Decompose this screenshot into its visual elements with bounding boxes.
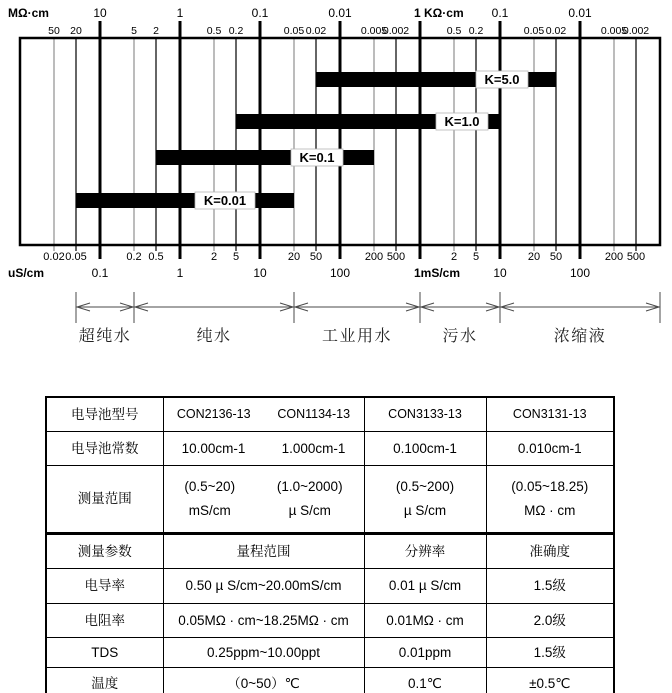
top-axis-major-label: 0.1 [251,6,269,20]
cell-temp-accuracy: ±0.5℃ [486,668,614,693]
bottom-axis-minor-label: 0.02 [43,251,65,263]
bottom-axis-minor-label: 20 [527,251,541,263]
bottom-axis-unit: uS/cm [8,266,45,280]
bottom-axis-minor-label: 2 [210,251,218,263]
spec-table [45,396,615,693]
range-unit: MΩ · cm [524,503,576,519]
region-label: 纯水 [196,328,232,345]
table-row-range [46,466,614,534]
cell-res-accuracy: 2.0级 [486,604,614,638]
row-label: 测量范围 [46,466,163,534]
range-value: (0.5~200) [395,479,455,495]
top-axis-minor-label: 20 [70,25,82,37]
range-bar-label: K=5.0 [484,72,520,87]
cell-temp-range: （0~50）℃ [163,668,364,693]
cell-header-resolution: 分辨率 [364,534,486,569]
range-value: (0.5~20) [184,479,236,495]
top-axis-major-label: 0.01 [568,6,592,20]
range-bar-label: K=0.1 [299,150,335,165]
region-label: 超纯水 [78,328,132,345]
top-axis-major-label: 10 [93,6,107,20]
cell-model-3: CON3133-13 [364,397,486,432]
top-axis-minor-label: 5 [131,25,137,37]
row-label: 电导率 [46,569,163,604]
top-axis-major-label: 0.1 [491,6,509,20]
row-label: 测量参数 [46,534,163,569]
cell-constant-3: 0.100cm-1 [364,432,486,466]
bottom-axis-minor-label: 500 [626,251,646,263]
range-unit: mS/cm [188,503,231,519]
bottom-axis-minor-label: 0.2 [126,251,142,263]
top-axis-minor-label: 0.002 [382,25,410,37]
cell-range-4 [486,466,614,534]
cell-temp-resolution: 0.1℃ [364,668,486,693]
top-axis-major-label: 0.01 [328,6,352,20]
row-label: TDS [46,638,163,668]
table-row-conductivity [46,569,614,604]
table-row-model [46,397,614,432]
cell-constants [163,432,364,466]
top-axis-minor-label: 0.005 [360,25,388,37]
table-row-temperature [46,668,614,693]
table-row-constant [46,432,614,466]
top-axis-minor-label: 0.05 [523,25,545,37]
bottom-axis-minor-label: 200 [364,251,384,263]
cell-model-2: CON1134-13 [277,407,351,422]
region-label: 工业用水 [321,328,393,345]
cell-tds-accuracy: 1.5级 [486,638,614,668]
top-axis-major-label: 1 KΩ·cm [414,6,464,20]
cell-cond-resolution: 0.01 µ S/cm [364,569,486,604]
cell-range-1 [184,471,235,527]
cell-constant-4: 0.010cm-1 [486,432,614,466]
bottom-axis-minor-label: 5 [232,251,240,263]
cell-model-4: CON3131-13 [486,397,614,432]
bottom-axis-major-label: 10 [493,266,507,280]
cell-cond-accuracy: 1.5级 [486,569,614,604]
bottom-axis-minor-label: 0.05 [65,251,87,263]
top-axis-minor-label: 0.002 [622,25,650,37]
bottom-axis-minor-label: 200 [604,251,624,263]
cell-res-resolution: 0.01MΩ · cm [364,604,486,638]
bottom-axis-minor-label: 20 [287,251,301,263]
bottom-axis-major-label: 10 [253,266,267,280]
bottom-axis-major-label: 1mS/cm [414,266,461,280]
cell-ranges [163,466,364,534]
range-bar-0.01 [76,193,294,208]
top-axis-minor-label: 2 [153,25,159,37]
region-label: 污水 [442,328,478,345]
region-label: 浓缩液 [553,328,607,345]
cell-models [163,397,364,432]
range-unit: µ S/cm [403,503,447,519]
bottom-axis-major-label: 100 [569,266,591,280]
bottom-axis-minor-label: 0.5 [148,251,164,263]
bottom-axis-major-label: 100 [329,266,351,280]
cell-cond-range: 0.50 µ S/cm~20.00mS/cm [163,569,364,604]
top-axis-minor-label: 0.5 [446,25,462,37]
cell-header-range: 量程范围 [163,534,364,569]
top-axis-minor-label: 0.02 [545,25,567,37]
bottom-axis-minor-label: 50 [309,251,323,263]
table-row-params-header [46,534,614,569]
table-row-resistivity [46,604,614,638]
row-label: 温度 [46,668,163,693]
bottom-axis-minor-label: 500 [386,251,406,263]
bottom-axis-major-label: 0.1 [91,266,109,280]
range-value: (1.0~2000) [276,479,343,495]
range-bar-label: K=1.0 [444,114,480,129]
cell-res-range: 0.05MΩ · cm~18.25MΩ · cm [163,604,364,638]
table-row-tds [46,638,614,668]
cell-range-2 [277,471,343,527]
top-axis-minor-label: 0.02 [305,25,327,37]
cell-constant-2: 1.000cm-1 [281,440,346,456]
bottom-axis-minor-label: 50 [549,251,563,263]
cell-header-accuracy: 准确度 [486,534,614,569]
range-value: (0.05~18.25) [511,479,589,495]
range-bar-label: K=0.01 [203,193,247,208]
top-axis-major-label: 1 [176,6,184,20]
cell-tds-range: 0.25ppm~10.00ppt [163,638,364,668]
top-axis-minor-label: 0.05 [283,25,305,37]
bottom-axis-minor-label: 5 [472,251,480,263]
range-unit: µ S/cm [288,503,331,519]
row-label: 电导池型号 [46,397,163,432]
cell-tds-resolution: 0.01ppm [364,638,486,668]
top-axis-minor-label: 50 [48,25,60,37]
row-label: 电阻率 [46,604,163,638]
row-label: 电导池常数 [46,432,163,466]
top-axis-minor-label: 0.2 [468,25,484,37]
cell-model-1: CON2136-13 [176,407,251,422]
top-axis-minor-label: 0.005 [600,25,628,37]
cell-range-3 [364,466,486,534]
cell-constant-1: 10.00cm-1 [181,440,246,456]
top-axis-minor-label: 0.2 [228,25,244,37]
top-axis-unit: MΩ·cm [8,6,49,20]
bottom-axis-minor-label: 2 [450,251,458,263]
bottom-axis-major-label: 1 [176,266,184,280]
top-axis-minor-label: 0.5 [206,25,222,37]
